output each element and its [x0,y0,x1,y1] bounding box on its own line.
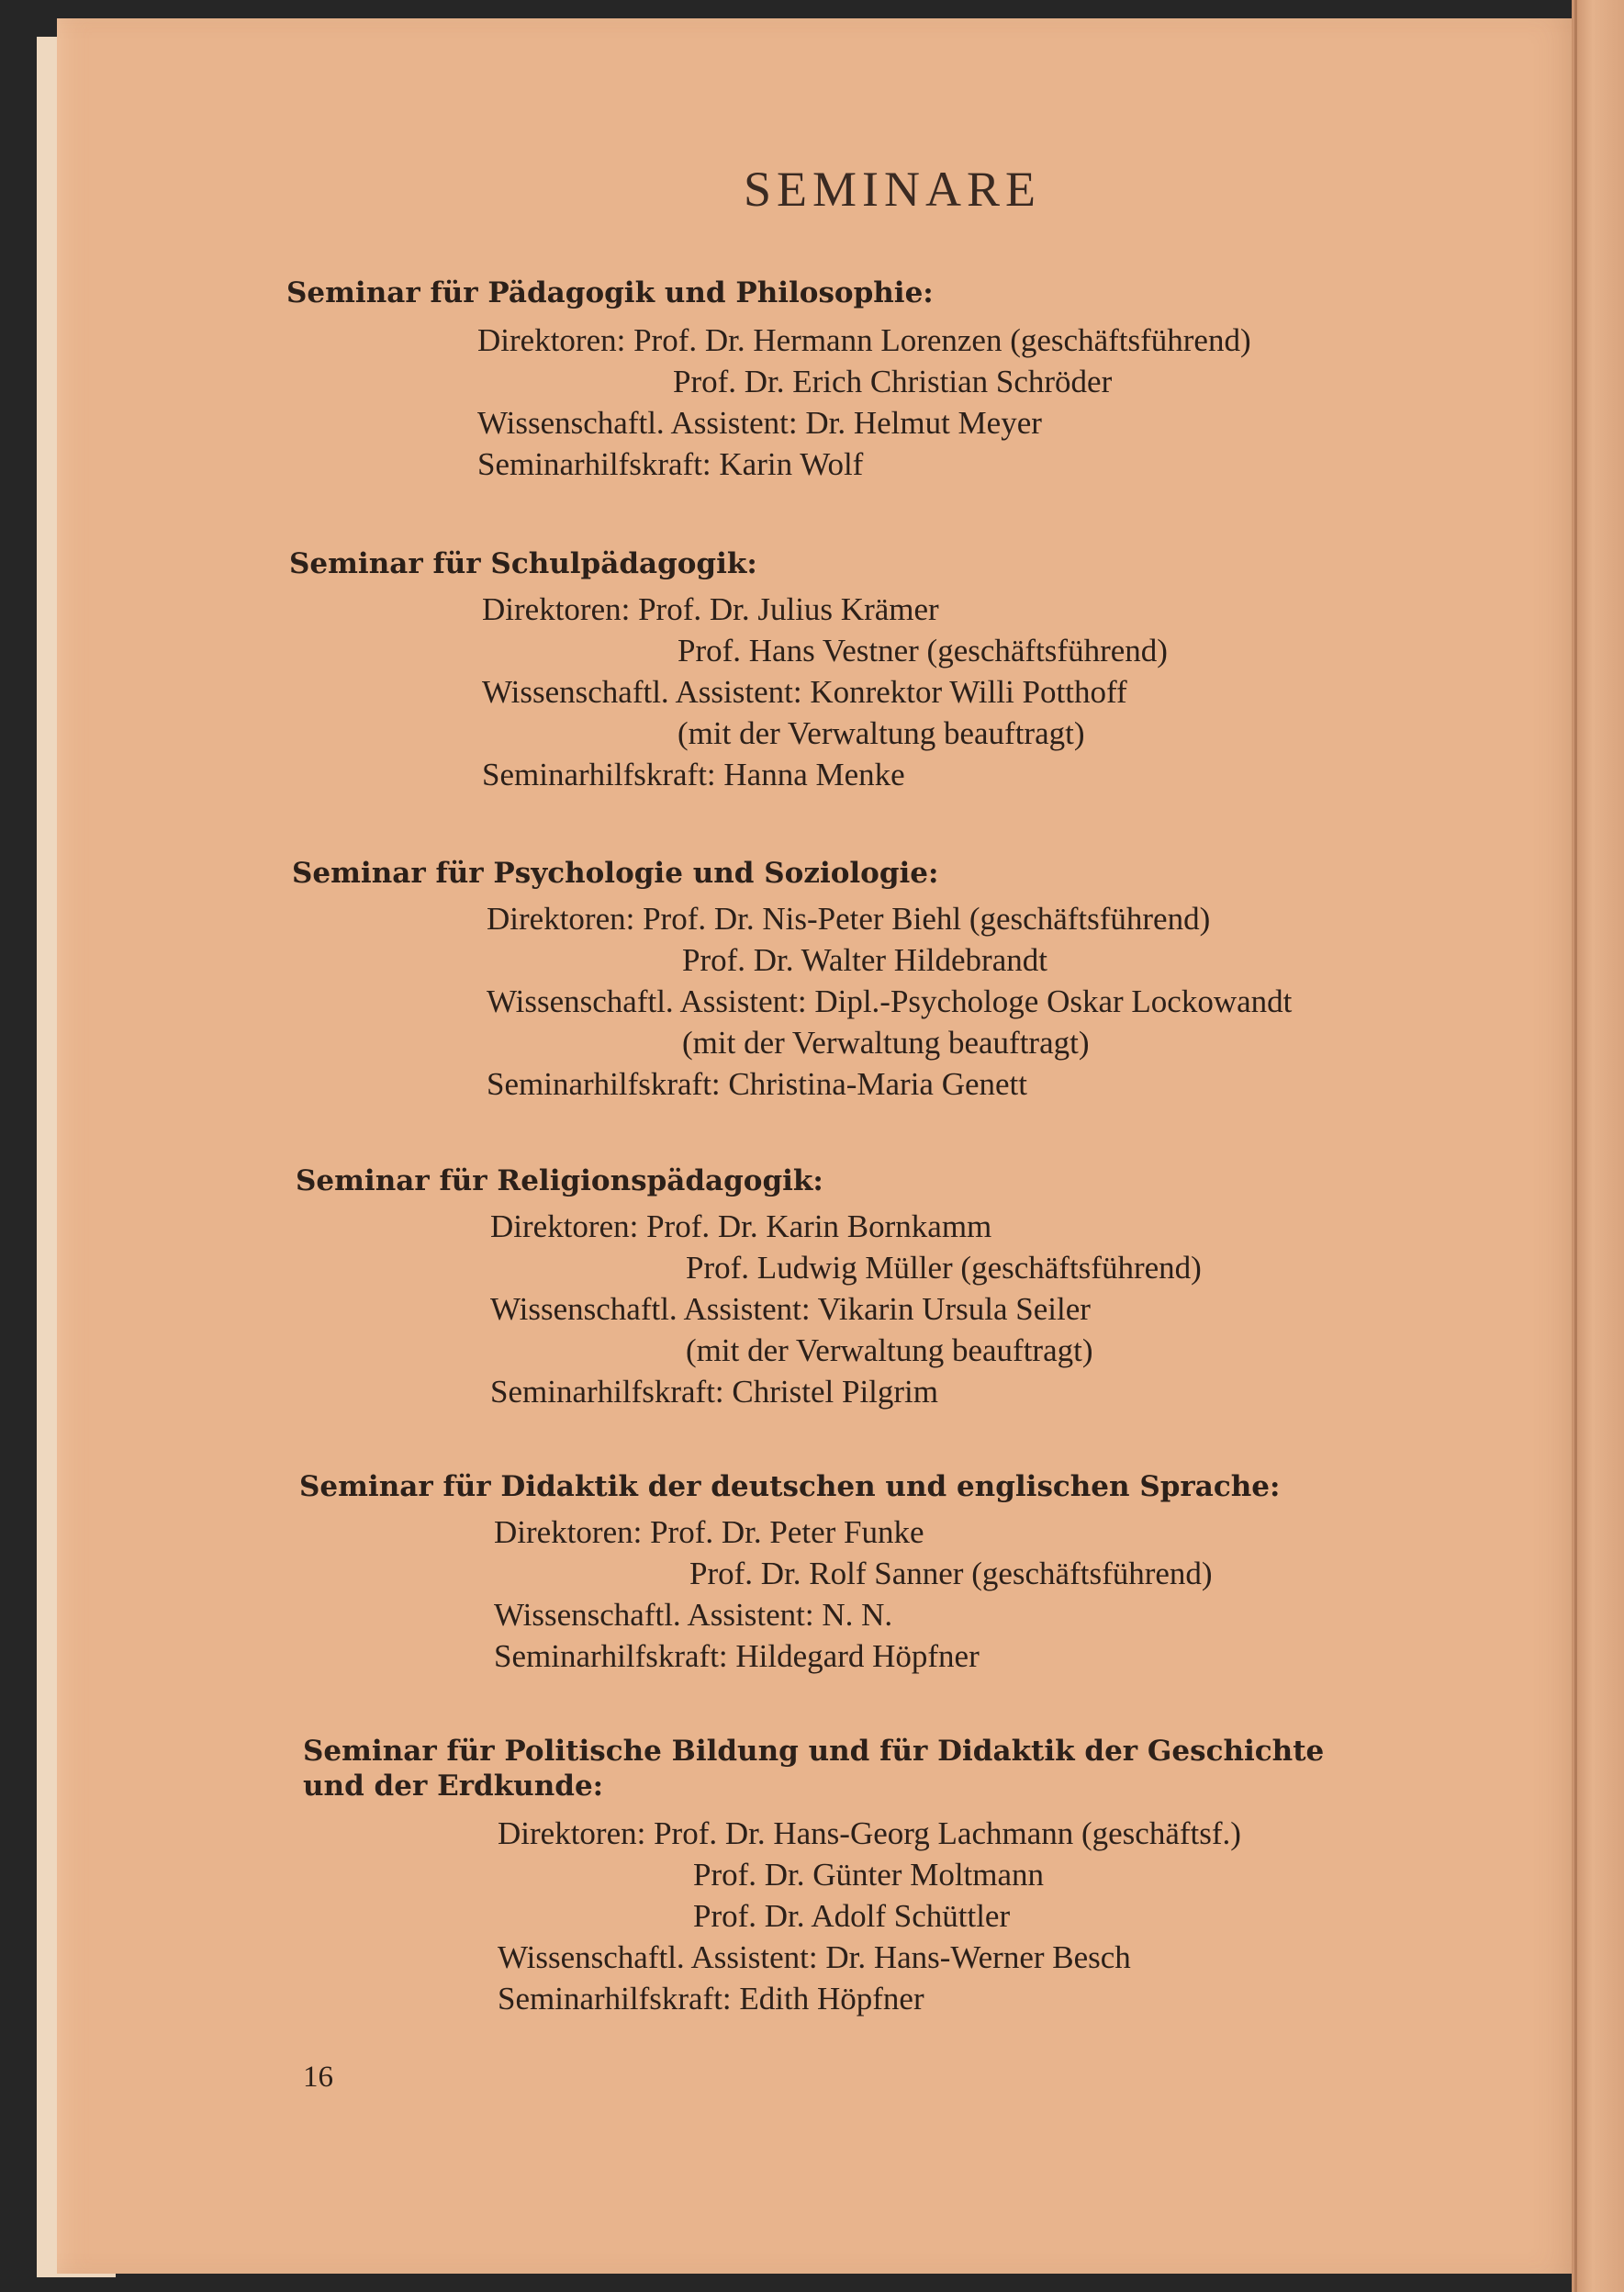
entry-line: Wissenschaftl. Assistent: Dipl.-Psychologe Oskar Lockowandt [487,983,1293,1019]
entry-line: Direktoren: Prof. Dr. Karin Bornkamm [490,1208,992,1244]
entry-line: (mit der Verwaltung beauftragt) [686,1332,1093,1368]
entry-line: Seminarhilfskraft: Christel Pilgrim [490,1374,939,1410]
book-gutter [1572,0,1624,2292]
entry-line: (mit der Verwaltung beauftragt) [678,715,1085,751]
entry-line: Seminarhilfskraft: Edith Höpfner [498,1981,924,2017]
entry-line: Wissenschaftl. Assistent: Dr. Helmut Meyer [477,405,1042,441]
entry-line: Direktoren: Prof. Dr. Peter Funke [494,1514,924,1550]
seminar-block [296,1163,1202,1412]
seminar-block [299,1469,1280,1677]
entry-line: Direktoren: Prof. Dr. Julius Krämer [482,591,939,627]
seminar-heading: Seminar für Psychologie und Soziologie: [292,857,939,890]
entry-line: Direktoren: Prof. Dr. Nis-Peter Biehl (geschäftsführend) [487,901,1211,937]
entry-line: Wissenschaftl. Assistent: N. N. [494,1597,893,1633]
seminar-heading: Seminar für Religionspädagogik: [296,1164,823,1197]
seminar-block [292,856,1292,1105]
entry-line: Wissenschaftl. Assistent: Dr. Hans-Werner Besch [498,1939,1131,1975]
entry-line: Prof. Dr. Walter Hildebrandt [682,942,1047,978]
entry-line: Prof. Hans Vestner (geschäftsführend) [678,633,1168,668]
entry-line: Seminarhilfskraft: Hanna Menke [482,757,905,792]
seminar-heading: Seminar für Didaktik der deutschen und englischen Sprache: [299,1470,1281,1503]
entry-line: (mit der Verwaltung beauftragt) [682,1025,1090,1061]
entry-line: Wissenschaftl. Assistent: Konrektor Willi Potthoff [482,674,1127,710]
entry-line: Seminarhilfskraft: Hildegard Höpfner [494,1638,980,1674]
seminar-heading: Seminar für Pädagogik und Philosophie: [286,276,934,309]
entry-line: Prof. Ludwig Müller (geschäftsführend) [686,1250,1202,1286]
entry-line: Prof. Dr. Günter Moltmann [693,1857,1045,1893]
entry-line: Seminarhilfskraft: Karin Wolf [477,446,864,482]
seminar-block [289,546,1168,795]
seminar-block [286,275,1251,485]
entry-line: Direktoren: Prof. Dr. Hermann Lorenzen (geschäftsführend) [477,322,1251,358]
entry-line: Seminarhilfskraft: Christina-Maria Genett [487,1066,1028,1102]
seminar-block [303,1734,1324,2019]
seminar-heading-continued: und der Erdkunde: [303,1770,604,1803]
seminar-heading: Seminar für Politische Bildung und für Didaktik der Geschichte [303,1735,1325,1768]
entry-line: Direktoren: Prof. Dr. Hans-Georg Lachmann (geschäftsf.) [498,1815,1241,1851]
entry-line: Prof. Dr. Adolf Schüttler [693,1898,1011,1934]
gutter-line [1574,0,1577,2292]
entry-line: Wissenschaftl. Assistent: Vikarin Ursula Seiler [490,1291,1091,1327]
page-title: SEMINARE [743,162,1041,217]
entry-line: Prof. Dr. Erich Christian Schröder [673,364,1113,399]
page-number: 16 [303,2061,333,2094]
entry-line: Prof. Dr. Rolf Sanner (geschäftsführend) [689,1556,1213,1591]
seminar-heading: Seminar für Schulpädagogik: [289,547,757,580]
